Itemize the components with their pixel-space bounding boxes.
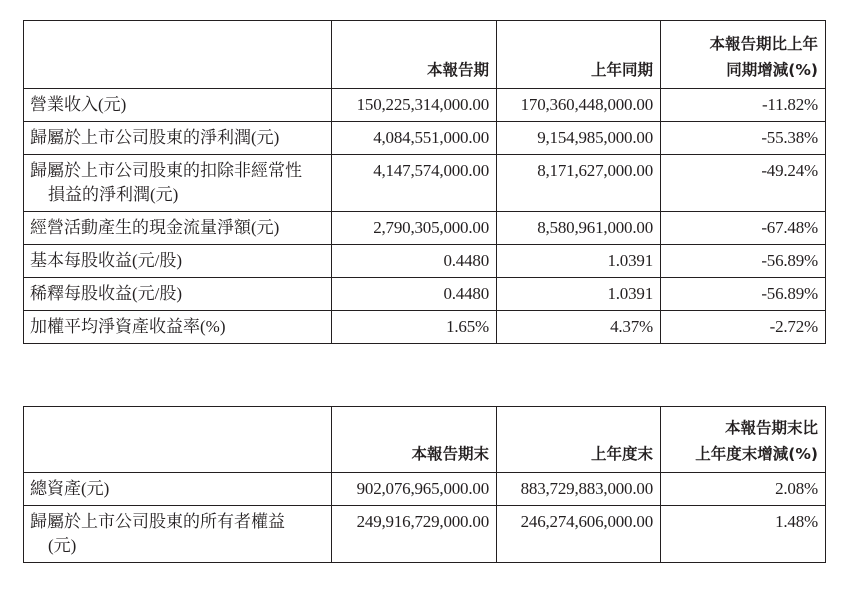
header-change-line2: 上年度末增減(%) [695, 445, 818, 463]
row-label-continuation: 損益的淨利潤(元) [48, 185, 179, 204]
header-blank [24, 21, 332, 89]
cell-prior: 1.0391 [497, 278, 661, 311]
row-label-text: 營業收入(元) [30, 95, 127, 114]
row-label [24, 89, 332, 122]
row-label [24, 506, 332, 563]
row-label [24, 155, 332, 212]
row-label [24, 278, 332, 311]
cell-prior: 8,580,961,000.00 [497, 212, 661, 245]
key-financials-table [23, 20, 826, 344]
table-row [24, 122, 826, 155]
header-change-line1: 本報告期比上年 [709, 35, 818, 53]
table-row [24, 245, 826, 278]
cell-prior: 8,171,627,000.00 [497, 155, 661, 212]
cell-change: -56.89% [661, 278, 826, 311]
cell-current: 1.65% [332, 311, 497, 344]
row-label-text: 歸屬於上市公司股東的扣除非經常性 [30, 161, 302, 180]
cell-change: -49.24% [661, 155, 826, 212]
header-current-period: 本報告期 [332, 21, 497, 89]
row-label [24, 245, 332, 278]
header-prior-year-end: 上年度末 [497, 407, 661, 473]
table-row [24, 311, 826, 344]
row-label-text: 歸屬於上市公司股東的淨利潤(元) [30, 128, 280, 147]
table-header-row [24, 21, 826, 89]
row-label-continuation: (元) [48, 536, 77, 555]
row-label [24, 122, 332, 155]
table-row [24, 506, 826, 563]
cell-change: -55.38% [661, 122, 826, 155]
cell-prior: 9,154,985,000.00 [497, 122, 661, 155]
cell-current: 0.4480 [332, 245, 497, 278]
header-change-line2: 同期增減(%) [726, 61, 818, 79]
cell-change: -56.89% [661, 245, 826, 278]
cell-prior: 170,360,448,000.00 [497, 89, 661, 122]
row-label [24, 212, 332, 245]
table-row [24, 473, 826, 506]
row-label-text: 加權平均淨資產收益率(%) [30, 317, 226, 336]
cell-prior: 246,274,606,000.00 [497, 506, 661, 563]
row-label-text: 稀釋每股收益(元/股) [30, 284, 183, 303]
cell-prior: 1.0391 [497, 245, 661, 278]
header-change [661, 21, 826, 89]
table-row [24, 89, 826, 122]
cell-current: 0.4480 [332, 278, 497, 311]
cell-current: 902,076,965,000.00 [332, 473, 497, 506]
table-header-row [24, 407, 826, 473]
cell-change: -67.48% [661, 212, 826, 245]
cell-change: -11.82% [661, 89, 826, 122]
header-prior-period: 上年同期 [497, 21, 661, 89]
cell-change: -2.72% [661, 311, 826, 344]
table-row [24, 212, 826, 245]
cell-prior: 4.37% [497, 311, 661, 344]
cell-change: 1.48% [661, 506, 826, 563]
header-blank [24, 407, 332, 473]
row-label-text: 歸屬於上市公司股東的所有者權益 [30, 512, 285, 531]
cell-current: 249,916,729,000.00 [332, 506, 497, 563]
cell-current: 4,084,551,000.00 [332, 122, 497, 155]
header-period-end: 本報告期末 [332, 407, 497, 473]
cell-change: 2.08% [661, 473, 826, 506]
table-row [24, 278, 826, 311]
row-label-text: 總資產(元) [30, 479, 110, 498]
header-change-line1: 本報告期末比 [724, 419, 818, 437]
cell-current: 4,147,574,000.00 [332, 155, 497, 212]
row-label-text: 經營活動產生的現金流量淨額(元) [30, 218, 280, 237]
row-label [24, 311, 332, 344]
row-label [24, 473, 332, 506]
header-change [661, 407, 826, 473]
cell-current: 150,225,314,000.00 [332, 89, 497, 122]
table-row [24, 155, 826, 212]
balance-sheet-table [23, 406, 826, 563]
row-label-text: 基本每股收益(元/股) [30, 251, 183, 270]
cell-prior: 883,729,883,000.00 [497, 473, 661, 506]
cell-current: 2,790,305,000.00 [332, 212, 497, 245]
